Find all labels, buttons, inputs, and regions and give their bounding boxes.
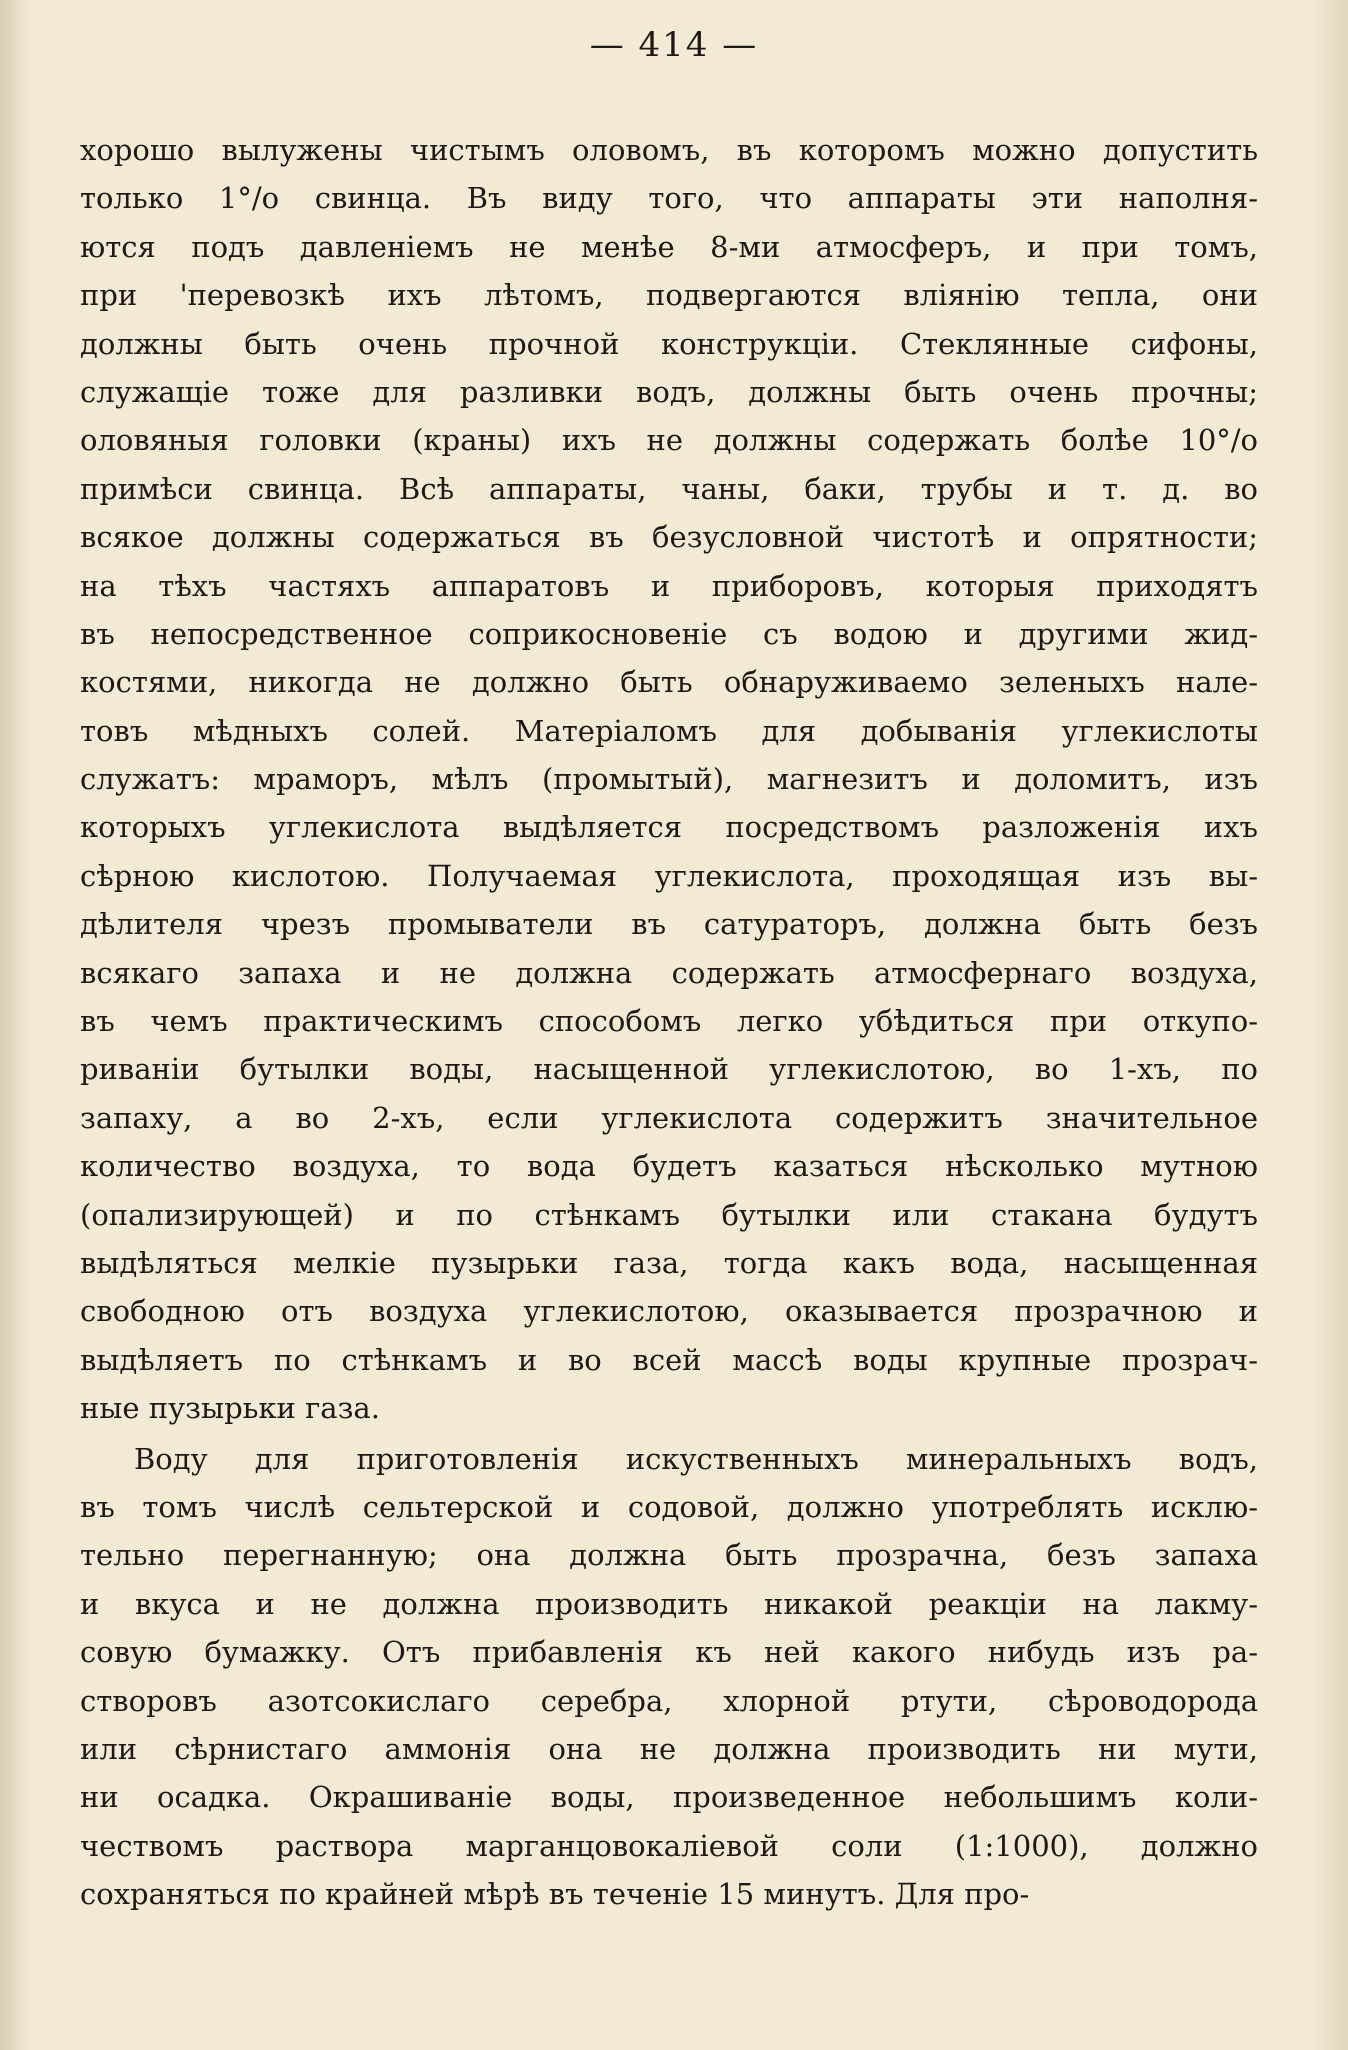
text-line: створовъ азотсокислаго серебра, хлорной ртути, сѣроводорода [80, 1683, 1258, 1718]
page-number: — 414 — [589, 25, 759, 65]
text-line: сѣрною кислотою. Получаемая углекислота, проходящая изъ вы- [80, 858, 1258, 893]
text-line: въ чемъ практическимъ способомъ легко убѣдиться при откупо- [80, 1004, 1258, 1039]
text-line: (опализирующей) и по стѣнкамъ бутылки или стакана будутъ [80, 1197, 1258, 1232]
text-line: оловяныя головки (краны) ихъ не должны содержать болѣе 10°/о [80, 423, 1258, 458]
page-edge-shadow-right [1308, 0, 1348, 2050]
text-line: ются подъ давленіемъ не менѣе 8-ми атмосферъ, и при томъ, [80, 229, 1258, 264]
text-line: риваніи бутылки воды, насыщенной углекислотою, во 1-хъ, по [80, 1052, 1258, 1087]
body-text [80, 126, 1258, 1918]
text-line: въ непосредственное соприкосновеніе съ водою и другими жид- [80, 616, 1258, 651]
text-line: сохраняться по крайней мѣрѣ въ теченіе 15 минутъ. Для про- [80, 1877, 1030, 1912]
text-line: въ томъ числѣ сельтерской и содовой, должно употреблять исклю- [80, 1489, 1258, 1524]
text-line: только 1°/о свинца. Въ виду того, что аппараты эти наполня- [80, 181, 1258, 216]
text-line: запаху, а во 2-хъ, если углекислота содержитъ значительное [80, 1100, 1258, 1135]
text-line: ные пузырьки газа. [80, 1391, 380, 1426]
text-line: товъ мѣдныхъ солей. Матеріаломъ для добыванія углекислоты [80, 713, 1258, 748]
page-edge-shadow-left [0, 0, 30, 2050]
text-line: дѣлителя чрезъ промыватели въ сатураторъ, должна быть безъ [80, 907, 1258, 942]
text-line: всякаго запаха и не должна содержать атмосфернаго воздуха, [80, 955, 1258, 990]
text-line: служатъ: мраморъ, мѣлъ (промытый), магнезитъ и доломитъ, изъ [80, 762, 1258, 797]
text-line: всякое должны содержаться въ безусловной чистотѣ и опрятности; [80, 520, 1258, 555]
text-line: служащіе тоже для разливки водъ, должны быть очень прочны; [80, 374, 1258, 409]
text-line: тельно перегнанную; она должна быть прозрачна, безъ запаха [80, 1538, 1258, 1573]
text-line: количество воздуха, то вода будетъ казаться нѣсколько мутною [80, 1149, 1258, 1184]
text-line: на тѣхъ частяхъ аппаратовъ и приборовъ, которыя приходятъ [80, 568, 1258, 603]
text-line: выдѣляетъ по стѣнкамъ и во всей массѣ воды крупные прозрач- [80, 1342, 1258, 1377]
text-line: примѣси свинца. Всѣ аппараты, чаны, баки, трубы и т. д. во [80, 471, 1258, 506]
paragraph [80, 126, 1258, 1433]
text-line: при 'перевозкѣ ихъ лѣтомъ, подвергаются вліянію тепла, они [80, 278, 1258, 313]
text-line: хорошо вылужены чистымъ оловомъ, въ которомъ можно допустить [80, 133, 1258, 167]
text-line: костями, никогда не должно быть обнаруживаемо зеленыхъ нале- [80, 665, 1258, 700]
text-line: выдѣляться мелкіе пузырьки газа, тогда какъ вода, насыщенная [80, 1245, 1258, 1280]
text-line: Воду для приготовленія искуственныхъ минеральныхъ водъ, [134, 1441, 1258, 1476]
text-line: или сѣрнистаго аммонія она не должна производить ни мути, [80, 1731, 1258, 1766]
text-line: должны быть очень прочной конструкціи. Стеклянные сифоны, [80, 326, 1258, 361]
text-line: которыхъ углекислота выдѣляется посредствомъ разложенія ихъ [80, 810, 1258, 845]
text-line: чествомъ раствора марганцовокаліевой соли (1:1000), должно [80, 1828, 1258, 1863]
text-line: совую бумажку. Отъ прибавленія къ ней какого нибудь изъ ра- [80, 1635, 1258, 1670]
paragraph [80, 1435, 1258, 1919]
text-line: свободною отъ воздуха углекислотою, оказывается прозрачною и [80, 1294, 1258, 1329]
text-line: и вкуса и не должна производить никакой реакціи на лакму- [80, 1586, 1258, 1621]
text-line: ни осадка. Окрашиваніе воды, произведенное небольшимъ коли- [80, 1780, 1258, 1815]
